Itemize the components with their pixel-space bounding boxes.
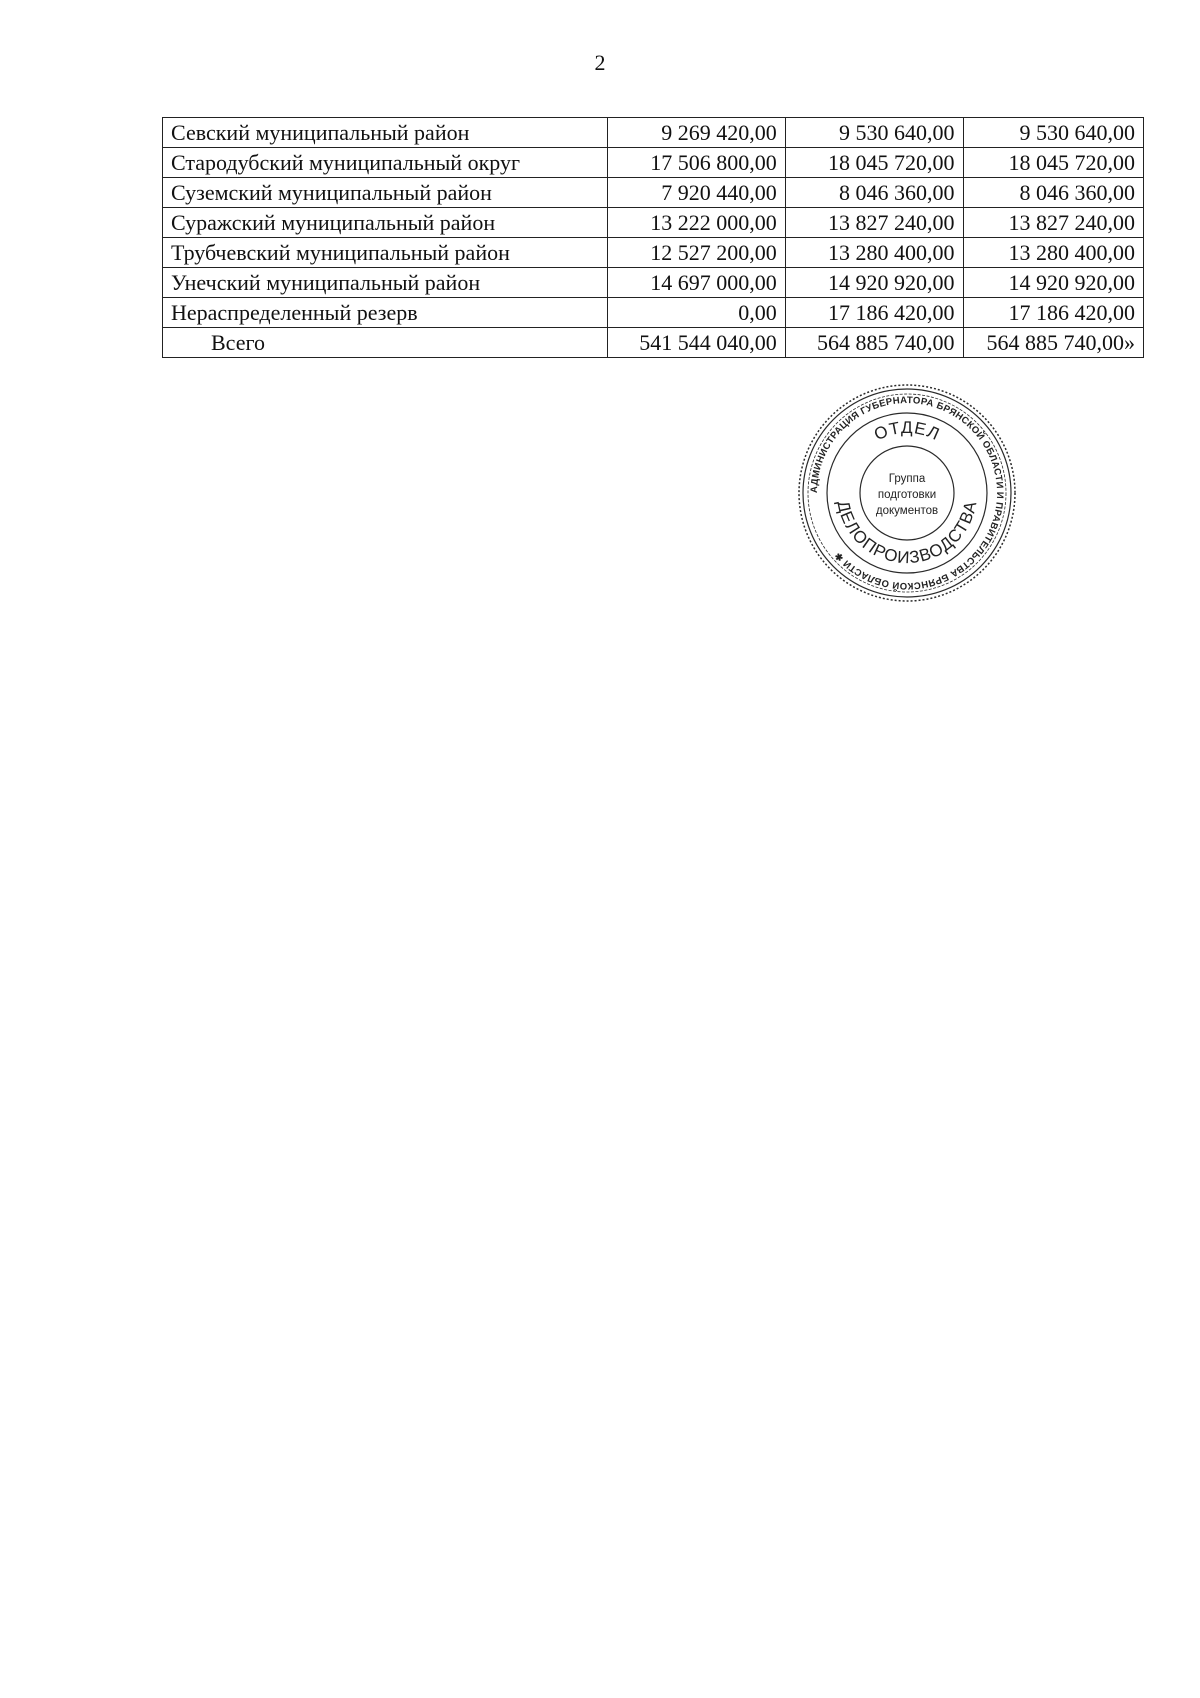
stamp-center-line-1: Группа — [888, 473, 926, 485]
row-value-2: 14 920 920,00 — [785, 268, 963, 298]
table-row — [163, 118, 1144, 148]
row-value-2: 13 280 400,00 — [785, 238, 963, 268]
row-name: Суражский муниципальный район — [163, 208, 608, 238]
table-row — [163, 268, 1144, 298]
table-row — [163, 238, 1144, 268]
table-row — [163, 148, 1144, 178]
row-value-2: 8 046 360,00 — [785, 178, 963, 208]
row-name: Севский муниципальный район — [163, 118, 608, 148]
budget-table — [162, 117, 1144, 358]
row-value-3: 17 186 420,00 — [963, 298, 1143, 328]
row-value-3: 13 827 240,00 — [963, 208, 1143, 238]
stamp-center-line-2: подготовки — [877, 489, 937, 501]
row-value-1: 12 527 200,00 — [607, 238, 785, 268]
row-value-2: 9 530 640,00 — [785, 118, 963, 148]
table-row — [163, 178, 1144, 208]
row-value-1: 17 506 800,00 — [607, 148, 785, 178]
table-row — [163, 208, 1144, 238]
row-name: Суземский муниципальный район — [163, 178, 608, 208]
row-value-3: 18 045 720,00 — [963, 148, 1143, 178]
row-value-3: 9 530 640,00 — [963, 118, 1143, 148]
row-value-2: 17 186 420,00 — [785, 298, 963, 328]
stamp-outer-text: АДМИНИСТРАЦИЯ ГУБЕРНАТОРА БРЯНСКОЙ ОБЛАСТИ И ПРАВИТЕЛЬСТВА БРЯНСКОЙ ОБЛАСТИ ✱ — [808, 394, 1006, 592]
page-number: 2 — [594, 50, 606, 75]
total-row — [163, 328, 1144, 358]
row-value-2: 13 827 240,00 — [785, 208, 963, 238]
row-value-1: 14 697 000,00 — [607, 268, 785, 298]
stamp-center-line-3: документов — [875, 505, 939, 517]
row-value-1: 0,00 — [607, 298, 785, 328]
row-value-1: 13 222 000,00 — [607, 208, 785, 238]
total-value-3: 564 885 740,00» — [963, 328, 1143, 358]
row-value-3: 14 920 920,00 — [963, 268, 1143, 298]
svg-text:ОТДЕЛ — [871, 418, 943, 444]
stamp-dept-bottom: ДЕЛОПРОИЗВОДСТВА — [833, 498, 981, 568]
stamp-dept-top: ОТДЕЛ — [871, 417, 943, 445]
row-value-1: 7 920 440,00 — [607, 178, 785, 208]
row-name: Стародубский муниципальный округ — [163, 148, 608, 178]
row-value-3: 13 280 400,00 — [963, 238, 1143, 268]
row-name: Трубчевский муниципальный район — [163, 238, 608, 268]
row-value-3: 8 046 360,00 — [963, 178, 1143, 208]
official-stamp — [797, 383, 1017, 603]
table-row — [163, 298, 1144, 328]
total-label: Всего — [163, 328, 608, 358]
total-value-1: 541 544 040,00 — [607, 328, 785, 358]
row-name: Унечский муниципальный район — [163, 268, 608, 298]
row-value-2: 18 045 720,00 — [785, 148, 963, 178]
total-value-2: 564 885 740,00 — [785, 328, 963, 358]
row-value-1: 9 269 420,00 — [607, 118, 785, 148]
row-name: Нераспределенный резерв — [163, 298, 608, 328]
